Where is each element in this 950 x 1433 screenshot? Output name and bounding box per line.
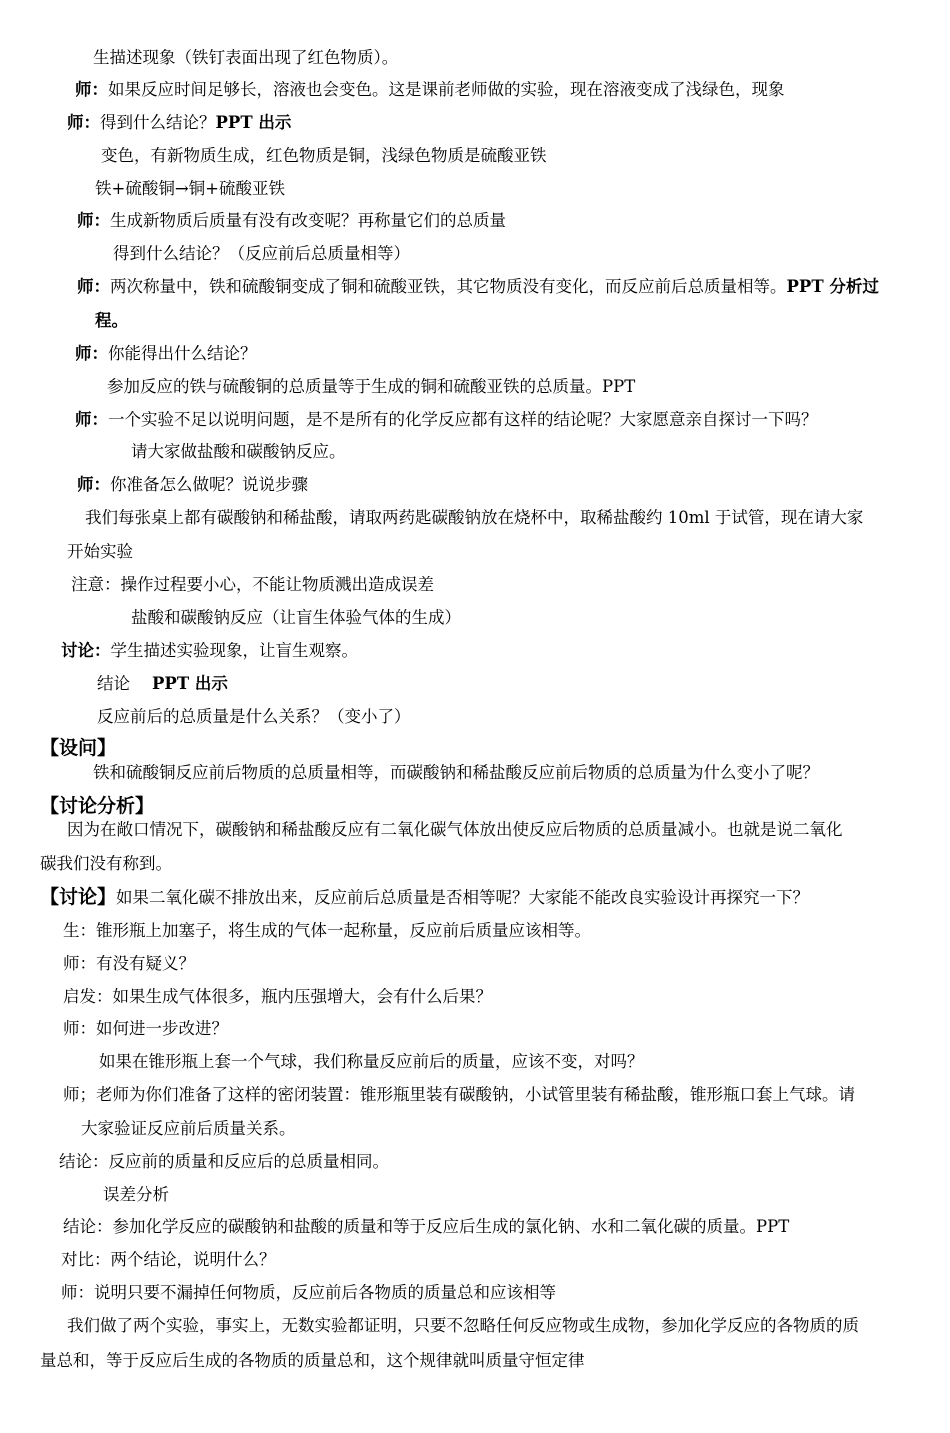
heading-text: 【讨论】 [40,886,117,908]
line-text: 生描述现象（铁钉表面出现了红色物质）。 [93,48,399,67]
line-text: 铁和硫酸铜反应前后物质的总质量相等，而碳酸钠和稀盐酸反应前后物质的总质量为什么变小了呢？ [93,763,819,782]
line-text: 一个实验不足以说明问题，是不是所有的化学反应都有这样的结论呢？大家愿意亲自探讨一下吗？ [108,410,818,429]
text-line [63,952,195,976]
line-text: 你能得出什么结论？ [108,344,257,363]
text-line [101,144,547,168]
line-text: 得到什么结论？ [100,113,216,132]
speaker-label: 讨论： [61,641,111,660]
line-text: 参加反应的铁与硫酸铜的总质量等于生成的铜和硫酸亚铁的总质量。PPT [107,377,636,396]
text-line [63,1215,789,1239]
line-text: 师；老师为你们准备了这样的密闭装置：锥形瓶里装有碳酸钠，小试管里装有稀盐酸，锥形瓶口套上气球。请 [63,1085,855,1104]
text-line [93,46,398,70]
line-text: 量总和，等于反应后生成的各物质的质量总和，这个规律就叫质量守恒定律 [40,1351,585,1370]
text-line [81,1117,296,1141]
speaker-label: 师： [77,277,110,296]
text-line [99,1050,644,1074]
text-line [113,242,410,266]
line-text: 师：如何进一步改进？ [63,1019,228,1038]
line-text: 注意：操作过程要小心，不能让物质溅出造成误差 [71,575,434,594]
line-text: 结论：反应前的质量和反应后的总质量相同。 [59,1152,389,1171]
speaker-label: 师： [67,113,100,132]
line-text: 师：说明只要不漏掉任何物质，反应前后各物质的质量总和应该相等 [61,1283,556,1302]
text-line [93,761,819,785]
line-text: 我们每张桌上都有碳酸钠和稀盐酸，请取两药匙碳酸钠放在烧杯中，取稀盐酸约 10ml 于试管，现在请大家 [85,508,864,527]
line-text: 生：锥形瓶上加塞子，将生成的气体一起称量，反应前后质量应该相等。 [63,921,591,940]
line-text: 对比：两个结论，说明什么？ [61,1250,276,1269]
line-text: 如果在锥形瓶上套一个气球，我们称量反应前后的质量，应该不变，对吗？ [99,1052,644,1071]
line-text: 铁+硫酸铜→铜+硫酸亚铁 [95,179,285,198]
speaker-label: 师： [77,475,110,494]
line-text: 程。 [95,311,128,330]
text-line [107,375,635,399]
line-text: 生成新物质后质量有没有改变呢？再称量它们的总质量 [110,211,506,230]
line-text: 开始实验 [67,542,133,561]
teacher-line [67,111,291,135]
discussion-line [40,885,809,910]
text-line [63,1083,855,1107]
line-text: 你准备怎么做呢？说说步骤 [110,475,308,494]
line-text: 因为在敞口情况下，碳酸钠和稀盐酸反应有二氧化碳气体放出使反应后物质的总质量减小。也就是说二氧化 [67,820,843,839]
line-text: 我们做了两个实验，事实上，无数实验都证明，只要不忽略任何反应物或生成物，参加化学反应的各物质的质 [67,1316,859,1335]
teacher-line [77,275,879,299]
text-line [71,573,434,597]
text-line [67,1314,859,1338]
ppt-label: PPT 出示 [152,674,228,693]
text-line [85,506,863,530]
section-heading [40,736,116,760]
line-text: 启发：如果生成气体很多，瓶内压强增大，会有什么后果？ [63,987,492,1006]
line-text: 碳我们没有称到。 [40,854,172,873]
equation-line [95,177,285,201]
text-line [59,1150,389,1174]
teacher-line [77,473,308,497]
speaker-label: 师： [75,344,108,363]
teacher-line [75,342,257,366]
text-line [61,1281,556,1305]
line-text: 请大家做盐酸和碳酸钠反应。 [131,442,346,461]
line-text: 结论：参加化学反应的碳酸钠和盐酸的质量和等于反应后生成的氯化钠、水和二氧化碳的质量。PPT [63,1217,790,1236]
heading-text: 【设问】 [40,737,117,759]
line-text: 得到什么结论？（反应前后总质量相等） [113,244,410,263]
line-text: 师：有没有疑义？ [63,954,195,973]
teacher-line [77,209,506,233]
line-text: 误差分析 [103,1185,169,1204]
text-line [97,672,228,696]
ppt-label: PPT 分析过 [786,277,879,296]
text-line [103,1183,169,1207]
line-text: 学生描述实验现象，让盲生观察。 [110,641,358,660]
line-text: 结论 [97,674,130,693]
line-text: 如果二氧化碳不排放出来，反应前后总质量是否相等呢？大家能不能改良实验设计再探究一下？ [116,888,810,907]
text-line [67,540,133,564]
text-line [63,1017,228,1041]
text-line [95,309,128,333]
text-line [131,606,461,630]
ppt-label: PPT 出示 [215,113,292,132]
text-line [40,852,172,876]
text-line [63,919,591,943]
teacher-line [75,78,785,102]
text-line [97,705,411,729]
teacher-line [75,408,818,432]
text-line [63,985,492,1009]
text-line [40,1349,585,1373]
discussion-line [61,639,358,663]
line-text: 反应前后的总质量是什么关系？（变小了） [97,707,411,726]
line-text: 大家验证反应前后质量关系。 [81,1119,296,1138]
heading-text: 【讨论分析】 [40,795,155,817]
speaker-label: 师： [75,80,108,99]
line-text: 盐酸和碳酸钠反应（让盲生体验气体的生成） [131,608,461,627]
speaker-label: 师： [77,211,110,230]
line-text: 变色，有新物质生成，红色物质是铜，浅绿色物质是硫酸亚铁 [101,146,547,165]
text-line [61,1248,276,1272]
speaker-label: 师： [75,410,108,429]
section-heading [40,794,154,818]
text-line [131,440,346,464]
line-text: 两次称量中，铁和硫酸铜变成了铜和硫酸亚铁，其它物质没有变化，而反应前后总质量相等。 [110,277,787,296]
line-text: 如果反应时间足够长，溶液也会变色。这是课前老师做的实验，现在溶液变成了浅绿色，现象 [108,80,785,99]
text-line [67,818,843,842]
